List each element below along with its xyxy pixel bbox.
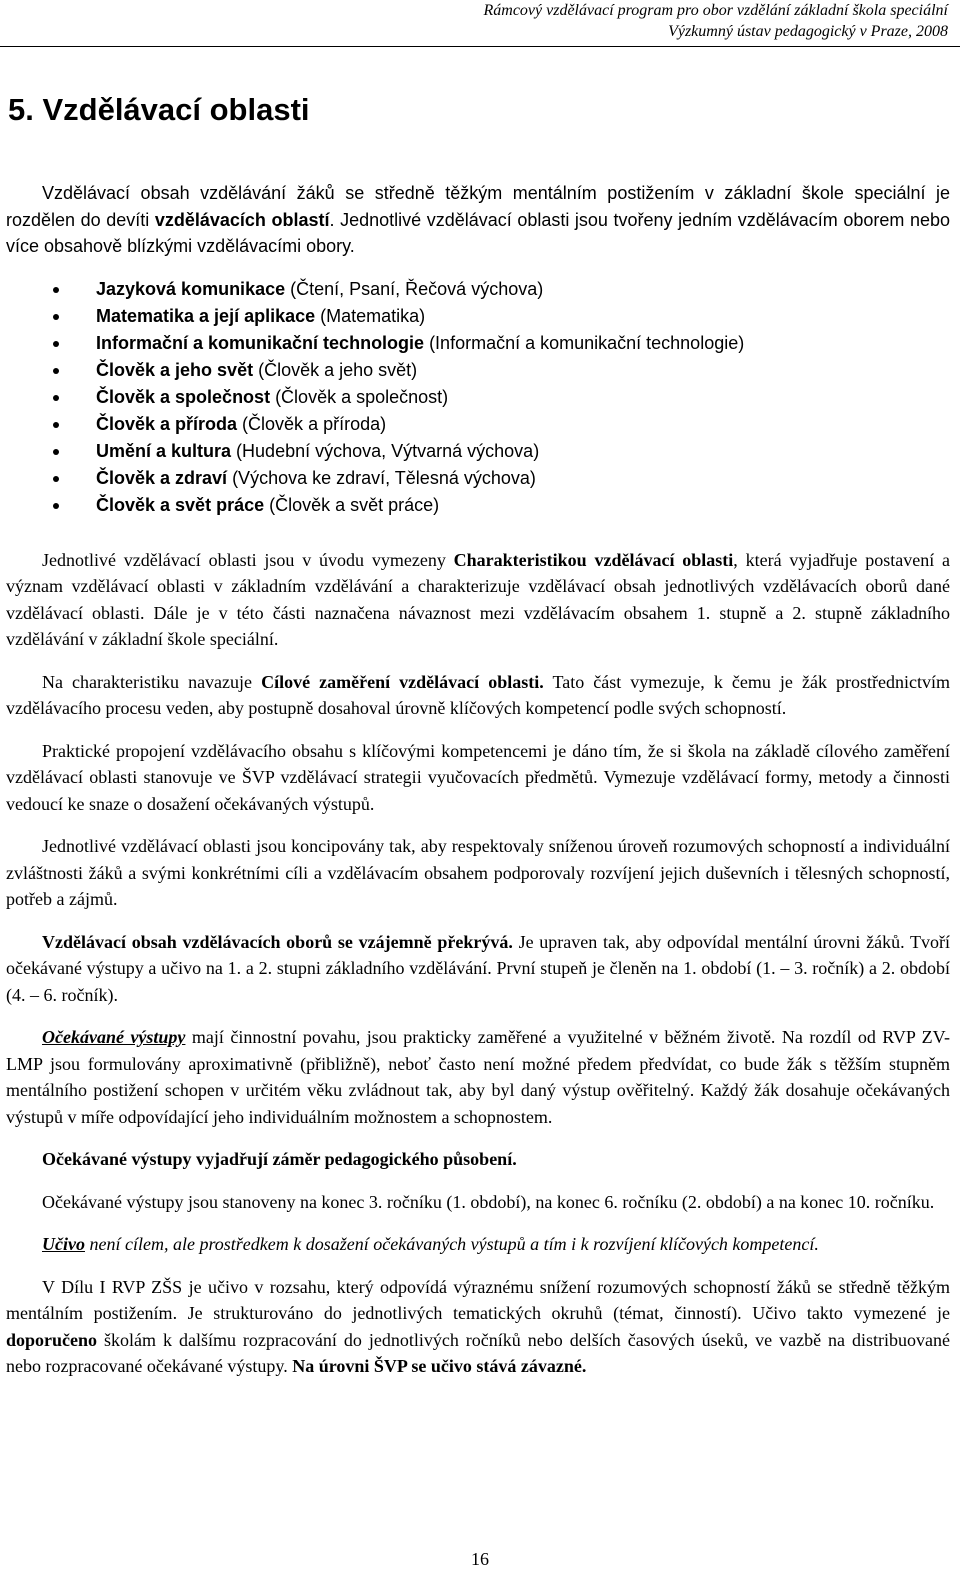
bullet-icon	[53, 476, 59, 482]
header-institute-line: Výzkumný ústav pedagogický v Praze, 2008	[668, 23, 948, 40]
paragraph-outcomes-timing: Očekávané výstupy jsou stanoveny na konec 3. ročníku (1. období), na konec 6. ročníku (2. období) a na konec 10. ročníku.	[42, 1191, 935, 1212]
list-item: Člověk a příroda (Člověk a příroda)	[96, 411, 950, 438]
paragraph-characteristics: Jednotlivé vzdělávací oblasti jsou v úvodu vymezeny Charakteristikou vzdělávací oblasti, která vyjadřuje postavení a význam vzdělávací oblasti v základním vzdělávání a charakterizuje vzdělávací obsah jednotlivých vzdělávacích oborů dané vzdělávací oblasti. Dále je v této části naznačena návaznost mezi vzdělávacím obsahem 1. stupně a 2. stupně základního vzdělávání v základní škole speciální.	[6, 549, 950, 649]
list-item: Matematika a její aplikace (Matematika)	[96, 303, 950, 330]
areas-list	[6, 276, 950, 519]
list-item: Člověk a společnost (Člověk a společnost)	[96, 384, 950, 411]
bullet-icon	[53, 503, 59, 509]
bullet-icon	[53, 449, 59, 455]
section-title: 5. Vzdělávací oblasti	[8, 92, 310, 127]
bullet-icon	[53, 341, 59, 347]
paragraph-curriculum-note: Učivo není cílem, ale prostředkem k dosažení očekávaných výstupů a tím i k rozvíjení klíčových kompetencí.	[42, 1234, 819, 1254]
bullet-icon	[53, 314, 59, 320]
paragraph-overlap: Vzdělávací obsah vzdělávacích oborů se vzájemně překrývá. Je upraven tak, aby odpovídal mentální úrovni žáků. Tvoří očekávané výstupy a učivo na 1. a 2. stupni základního vzdělávání. První stupeň je členěn na 1. období (1. – 3. ročník) a 2. období (4. – 6. ročník).	[6, 931, 950, 1005]
paragraph-concept: Jednotlivé vzdělávací oblasti jsou koncipovány tak, aby respektovaly sníženou úroveň rozumových schopností a individuální zvláštnosti žáků a svými konkrétními cíli a vzdělávacím obsahem podporovaly rozvíjení jejich duševních i tělesných schopností, potřeb a zájmů.	[6, 836, 950, 909]
paragraph-expected-outcomes: Očekávané výstupy mají činnostní povahu, jsou prakticky zaměřené a využitelné v běžném životě. Na rozdíl od RVP ZV-LMP jsou formulovány aproximativně (přibližně), neboť často není možné předem předvídat, co bude žák s těžším stupněm mentálního postižení schopen v určitém věku zvládnout tak, aby byl daný výstup ověřitelný. Každý žák dosahuje očekávaných výstupů v míře odpovídající jeho individuálním možnostem a schopnostem.	[6, 1027, 951, 1127]
paragraph-practical-linkage: Praktické propojení vzdělávacího obsahu s klíčovými kompetencemi je dáno tím, že si škola na základě cílového zaměření vzdělávací oblasti stanovuje ve ŠVP vzdělávací strategii vyučovacích předmětů. Vymezuje vzdělávací formy, metody a činnosti vedoucí ke snaze o dosažení očekávaných výstupů.	[6, 740, 950, 814]
bullet-icon	[53, 287, 59, 293]
intro-emphasis: vzdělávacích oblastí	[154, 209, 330, 230]
header-divider	[0, 46, 960, 47]
paragraph-curriculum-scope: V Dílu I RVP ZŠS je učivo v rozsahu, který odpovídá výraznému snížení rozumových schopností žáků se středně těžkým mentálním postižením. Je strukturováno do jednotlivých tematických okruhů (témat, činností). Učivo takto vymezené je doporučeno školám k dalšímu rozpracování do jednotlivých ročníků nebo delších časových úseků, ve vazbě na distribuované nebo rozpracované očekávané výstupy. Na úrovni ŠVP se učivo stává závazné.	[6, 1276, 950, 1376]
list-item: Člověk a zdraví (Výchova ke zdraví, Tělesná výchova)	[96, 465, 950, 492]
list-item: Jazyková komunikace (Čtení, Psaní, Řečová výchova)	[96, 276, 950, 303]
paragraph-outcomes-intent: Očekávané výstupy vyjadřují záměr pedagogického působení.	[42, 1149, 517, 1169]
list-item: Informační a komunikační technologie (Informační a komunikační technologie)	[96, 330, 950, 357]
intro-paragraph: Vzdělávací obsah vzdělávání žáků se středně těžkým mentálním postižením v základní škole speciální je rozdělen do devíti vzdělávacích oblastí. Jednotlivé vzdělávací oblasti jsou tvořeny jedním vzdělávacím oborem nebo více obsahově blízkými vzdělávacími obory.	[6, 183, 950, 256]
paragraph-goals: Na charakteristiku navazuje Cílové zaměření vzdělávací oblasti. Tato část vymezuje, k čemu je žák prostřednictvím vzdělávacího procesu veden, aby postupně dosahoval úrovně klíčových kompetencí podle svých schopností.	[6, 671, 950, 718]
list-item: Člověk a svět práce (Člověk a svět práce)	[96, 492, 950, 519]
bullet-icon	[53, 368, 59, 374]
bullet-icon	[53, 422, 59, 428]
bullet-icon	[53, 395, 59, 401]
list-item: Člověk a jeho svět (Člověk a jeho svět)	[96, 357, 950, 384]
running-header	[483, 0, 948, 42]
page-number: 16	[471, 1549, 489, 1569]
section-body	[6, 180, 950, 1380]
list-item: Umění a kultura (Hudební výchova, Výtvarná výchova)	[96, 438, 950, 465]
header-program-line: Rámcový vzdělávací program pro obor vzdělání základní škola speciální	[483, 2, 948, 19]
